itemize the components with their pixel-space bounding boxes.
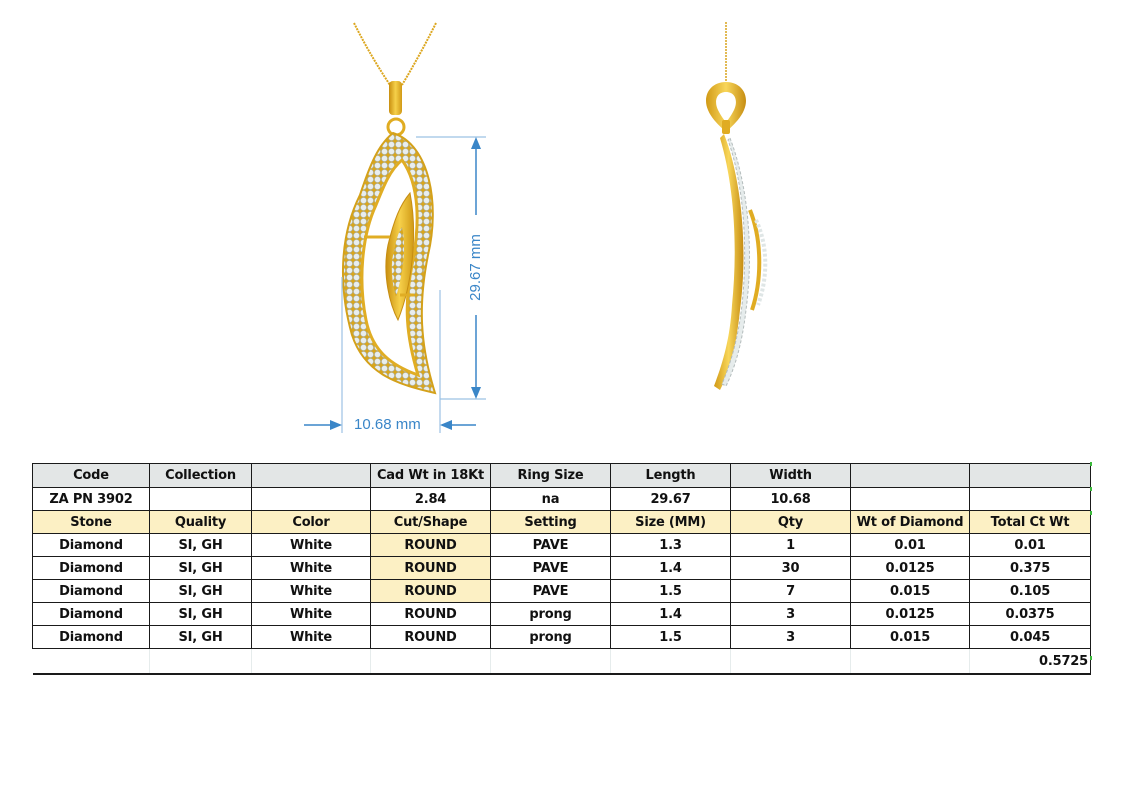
cell-marker bbox=[1090, 462, 1092, 466]
header-empty-2 bbox=[851, 464, 970, 488]
cell-marker bbox=[1090, 487, 1092, 491]
total-row bbox=[33, 649, 1091, 675]
stone-row bbox=[33, 580, 1091, 603]
header-stone: Stone bbox=[33, 511, 150, 534]
stone-header-row bbox=[33, 511, 1091, 534]
header-color: Color bbox=[252, 511, 371, 534]
cell-setting: PAVE bbox=[491, 557, 611, 580]
total-empty bbox=[252, 649, 371, 675]
product-values-row bbox=[33, 488, 1091, 511]
specification-table bbox=[32, 463, 1091, 675]
cell-color: White bbox=[252, 580, 371, 603]
cell-qty: 30 bbox=[731, 557, 851, 580]
cell-wt: 0.015 bbox=[851, 580, 970, 603]
header-qty: Qty bbox=[731, 511, 851, 534]
product-header-row bbox=[33, 464, 1091, 488]
cell-total: 0.01 bbox=[970, 534, 1091, 557]
cell-cut: ROUND bbox=[371, 580, 491, 603]
cell-stone: Diamond bbox=[33, 603, 150, 626]
grand-total-ct-wt: 0.5725 bbox=[970, 649, 1091, 675]
cell-wt: 0.0125 bbox=[851, 557, 970, 580]
cell-marker bbox=[1090, 511, 1092, 515]
header-empty-3 bbox=[970, 464, 1091, 488]
cell-wt: 0.01 bbox=[851, 534, 970, 557]
header-wt-diamond: Wt of Diamond bbox=[851, 511, 970, 534]
value-empty-2 bbox=[851, 488, 970, 511]
header-size-mm: Size (MM) bbox=[611, 511, 731, 534]
cell-total: 0.105 bbox=[970, 580, 1091, 603]
cell-qty: 1 bbox=[731, 534, 851, 557]
header-quality: Quality bbox=[150, 511, 252, 534]
total-empty bbox=[611, 649, 731, 675]
cell-size: 1.4 bbox=[611, 603, 731, 626]
cell-cut: ROUND bbox=[371, 534, 491, 557]
cell-size: 1.4 bbox=[611, 557, 731, 580]
stone-row bbox=[33, 534, 1091, 557]
cell-color: White bbox=[252, 534, 371, 557]
header-total-ct-wt: Total Ct Wt bbox=[970, 511, 1091, 534]
cell-qty: 3 bbox=[731, 626, 851, 649]
header-setting: Setting bbox=[491, 511, 611, 534]
total-empty bbox=[150, 649, 252, 675]
stone-row bbox=[33, 626, 1091, 649]
header-length: Length bbox=[611, 464, 731, 488]
cell-setting: PAVE bbox=[491, 534, 611, 557]
header-ring-size: Ring Size bbox=[491, 464, 611, 488]
cell-marker bbox=[1090, 656, 1092, 660]
width-dimension-label: 10.68 mm bbox=[354, 416, 421, 433]
value-width: 10.68 bbox=[731, 488, 851, 511]
cell-stone: Diamond bbox=[33, 557, 150, 580]
value-ring-size: na bbox=[491, 488, 611, 511]
total-empty bbox=[731, 649, 851, 675]
value-empty-3 bbox=[970, 488, 1091, 511]
value-length: 29.67 bbox=[611, 488, 731, 511]
cell-quality: SI, GH bbox=[150, 557, 252, 580]
cell-stone: Diamond bbox=[33, 534, 150, 557]
pendant-front-illustration bbox=[290, 15, 510, 445]
value-collection bbox=[150, 488, 252, 511]
cell-total: 0.0375 bbox=[970, 603, 1091, 626]
cell-qty: 3 bbox=[731, 603, 851, 626]
pendant-side-illustration bbox=[690, 20, 790, 395]
cell-cut: ROUND bbox=[371, 603, 491, 626]
cell-total: 0.045 bbox=[970, 626, 1091, 649]
header-empty-1 bbox=[252, 464, 371, 488]
cell-wt: 0.0125 bbox=[851, 603, 970, 626]
cell-total: 0.375 bbox=[970, 557, 1091, 580]
cell-quality: SI, GH bbox=[150, 603, 252, 626]
header-cad-weight: Cad Wt in 18Kt bbox=[371, 464, 491, 488]
cell-wt: 0.015 bbox=[851, 626, 970, 649]
value-empty-1 bbox=[252, 488, 371, 511]
header-code: Code bbox=[33, 464, 150, 488]
cell-quality: SI, GH bbox=[150, 626, 252, 649]
cell-setting: prong bbox=[491, 603, 611, 626]
total-empty bbox=[491, 649, 611, 675]
header-collection: Collection bbox=[150, 464, 252, 488]
cell-quality: SI, GH bbox=[150, 534, 252, 557]
cell-setting: prong bbox=[491, 626, 611, 649]
pendant-side-view bbox=[690, 20, 790, 395]
cell-cut: ROUND bbox=[371, 626, 491, 649]
stone-row bbox=[33, 557, 1091, 580]
total-empty bbox=[33, 649, 150, 675]
stone-row bbox=[33, 603, 1091, 626]
total-empty bbox=[851, 649, 970, 675]
total-empty bbox=[371, 649, 491, 675]
cell-qty: 7 bbox=[731, 580, 851, 603]
cell-size: 1.3 bbox=[611, 534, 731, 557]
pendant-front-view bbox=[290, 15, 510, 445]
cell-size: 1.5 bbox=[611, 626, 731, 649]
cell-stone: Diamond bbox=[33, 626, 150, 649]
cell-stone: Diamond bbox=[33, 580, 150, 603]
value-cad-weight: 2.84 bbox=[371, 488, 491, 511]
cell-quality: SI, GH bbox=[150, 580, 252, 603]
header-cut-shape: Cut/Shape bbox=[371, 511, 491, 534]
cell-color: White bbox=[252, 557, 371, 580]
header-width: Width bbox=[731, 464, 851, 488]
cell-size: 1.5 bbox=[611, 580, 731, 603]
cell-setting: PAVE bbox=[491, 580, 611, 603]
cell-color: White bbox=[252, 603, 371, 626]
cell-cut: ROUND bbox=[371, 557, 491, 580]
value-code: ZA PN 3902 bbox=[33, 488, 150, 511]
cell-color: White bbox=[252, 626, 371, 649]
height-dimension-label: 29.67 mm bbox=[466, 234, 484, 301]
